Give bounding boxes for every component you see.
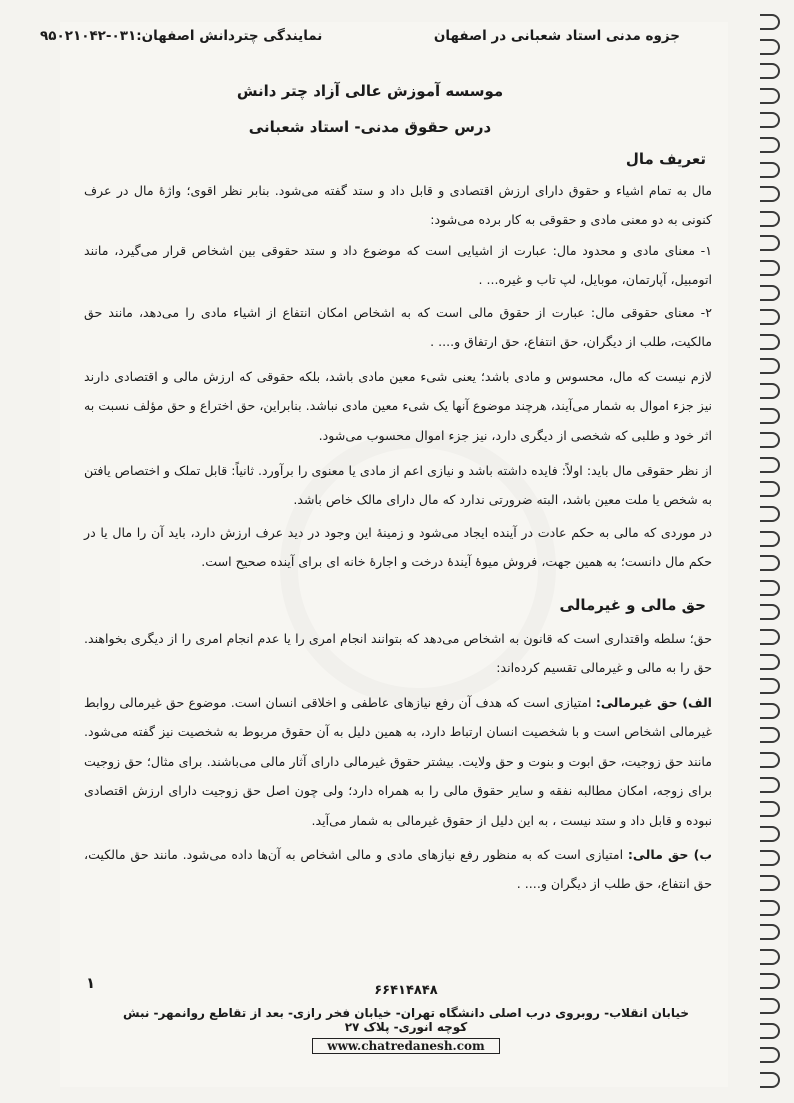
binding-ring (760, 801, 780, 817)
page-number: ۱ (86, 974, 96, 992)
binding-ring (760, 777, 780, 793)
paragraph-financial-right (84, 840, 712, 899)
binding-ring (760, 1047, 780, 1063)
institute-title: موسسه آموزش عالی آزاد چتر دانش (236, 82, 504, 100)
binding-ring (760, 924, 780, 940)
binding-ring (760, 998, 780, 1014)
binding-ring (760, 186, 780, 202)
binding-ring (760, 555, 780, 571)
paragraph-material-meaning (84, 236, 712, 295)
paragraph-legal-meaning (84, 298, 712, 357)
binding-ring (760, 850, 780, 866)
paragraph-definition (84, 176, 712, 235)
binding-ring (760, 211, 780, 227)
footer-address: خیابان انقلاب- روبروی درب اصلی دانشگاه تهران- خیابان فخر رازی- بعد از تقاطع روانمهر- نبش کوچه انوری- پلاک ۲۷ (123, 1006, 689, 1034)
footer-website: www.chatredanesh.com (312, 1038, 499, 1054)
binding-ring (760, 408, 780, 424)
binding-ring (760, 432, 780, 448)
binding-ring (760, 137, 780, 153)
paragraph-text: ۱- معنای مادی و محدود مال: عبارت از اشیایی است که موضوع داد و ستد حقوقی بین اشخاص قرار می‌گیرد، مانند اتومبیل، آپارتمان، موبایل، لپ تاب و غیره... . (84, 243, 712, 288)
binding-ring (760, 457, 780, 473)
paragraph-text: حق؛ سلطه واقتداری است که قانون به اشخاص می‌دهد که بتوانند انجام امری را یا عدم انجام امری را از دیگری بخواهند. حق را به مالی و غیرمالی تقسیم کرده‌اند: (84, 631, 712, 676)
binding-ring (760, 112, 780, 128)
binding-ring (760, 900, 780, 916)
binding-ring (760, 285, 780, 301)
binding-ring (760, 654, 780, 670)
binding-ring (760, 235, 780, 251)
binding-ring (760, 383, 780, 399)
binding-ring (760, 260, 780, 276)
binding-ring (760, 629, 780, 645)
binding-ring (760, 162, 780, 178)
paragraph-right-definition (84, 624, 712, 683)
course-title: درس حقوق مدنی- استاد شعبانی (248, 118, 492, 136)
binding-ring (760, 481, 780, 497)
binding-ring (760, 506, 780, 522)
binding-ring (760, 1072, 780, 1088)
binding-ring (760, 14, 780, 30)
paragraph-legal-conditions (84, 456, 712, 515)
booklet-title: جزوه مدنی استاد شعبانی در اصفهان (433, 28, 680, 44)
binding-ring (760, 334, 780, 350)
paragraph-future-property (84, 518, 712, 577)
footer-phone: ۶۶۴۱۴۸۴۸ (374, 983, 438, 998)
binding-ring (760, 580, 780, 596)
binding-ring (760, 703, 780, 719)
binding-ring (760, 1023, 780, 1039)
binding-ring (760, 531, 780, 547)
page-footer (118, 975, 694, 1053)
binding-ring (760, 678, 780, 694)
binding-ring (760, 358, 780, 374)
paragraph-text: امتیازی است که به منظور رفع نیازهای مادی و مالی اشخاص به آن‌ها داده می‌شود. مانند حق مالکیت، حق انتفاع، حق طلب از دیگران و.... . (84, 847, 712, 892)
paragraph-text: امتیازی است که هدف آن رفع نیازهای عاطفی و اخلاقی انسان است. موضوع حق غیرمالی روابط غیرمالی اشخاص است و با شخصیت انسان ارتباط دارد، به همین دلیل به آن حقوق مربوط به شخصیت نیز گفته می‌شود. مانند حق زوجیت، حق ابوت و بنوت و حق ولایت. بیشتر حقوق غیرمالی دارای آثار مالی می‌باشند. برای مثال؛ حق زوجیت برای زوجه، امکان مطالبه نفقه و سایر حقوق مالی را به همراه دارد؛ ولی چون اصل حق زوجیت دارای ارزش اقتصادی نبوده و قابل داد و ستد نیست ، به این دلیل از حقوق غیرمالی به شمار می‌آید. (84, 695, 712, 828)
section-heading-definition: تعریف مال (625, 150, 706, 168)
binding-ring (760, 752, 780, 768)
section-heading-rights: حق مالی و غیرمالی (559, 596, 706, 614)
binding-ring (760, 309, 780, 325)
financial-label: ب) حق مالی: (627, 847, 713, 862)
paragraph-non-financial-right (84, 688, 712, 835)
paragraph-text: ۲- معنای حقوقی مال: عبارت از حقوق مالی است که به اشخاص امکان انتفاع از اشیاء مادی را می‌دهد، مانند حق مالکیت، طلب از دیگران، حق انتفاع، حق ارتفاق و.... . (84, 305, 712, 350)
binding-ring (760, 826, 780, 842)
binding-ring (760, 39, 780, 55)
agency-contact: نمایندگی چتردانش اصفهان:۰۳۱-۹۵۰۲۱۰۴۲ (40, 28, 323, 44)
binding-ring (760, 727, 780, 743)
binding-ring (760, 88, 780, 104)
paragraph-text: مال به تمام اشیاء و حقوق دارای ارزش اقتصادی و قابل داد و ستد گفته می‌شود. بنابر نظر اقوی؛ واژۀ مال در عرف کنونی به دو معنی مادی و حقوقی به کار برده می‌شود: (84, 183, 712, 228)
binding-ring (760, 949, 780, 965)
spiral-binding (750, 0, 794, 1103)
paragraph-text: در موردی که مالی به حکم عادت در آینده ایجاد می‌شود و زمینۀ این وجود در دید عرف ارزش دارد، باید آن را مال یا در حکم مال دانست؛ به همین جهت، فروش میوۀ آیندۀ درخت و اجارۀ خانه ای برای آینده صحیح است. (84, 525, 712, 570)
non-financial-label: الف) حق غیرمالی: (595, 695, 713, 710)
binding-ring (760, 973, 780, 989)
paragraph-text: از نظر حقوقی مال باید: اولاً: فایده داشته باشد و نیازی اعم از مادی یا معنوی را برآورد. ثانیاً: قابل تملک و اختصاص یافتن به شخص یا ملت معین باشد، البته ضرورتی ندارد که مال دارای مالک خاص باشد. (84, 463, 712, 508)
binding-ring (760, 63, 780, 79)
binding-ring (760, 875, 780, 891)
binding-ring (760, 604, 780, 620)
paragraph-text: لازم نیست که مال، محسوس و مادی باشد؛ یعنی شیء معین مادی باشد، بلکه حقوقی که ارزش مالی و اقتصادی دارند نیز جزء اموال به شمار می‌آیند، هرچند موضوع آنها یک شیء معین مادی نباشد. بنابراین، حق اختراع و حق مؤلف نسبت به اثر خود و طلبی که شخصی از دیگری دارد، نیز جزء اموال محسوب می‌شود. (84, 369, 712, 443)
page-header (40, 28, 680, 50)
paragraph-intangible-property (84, 362, 712, 450)
